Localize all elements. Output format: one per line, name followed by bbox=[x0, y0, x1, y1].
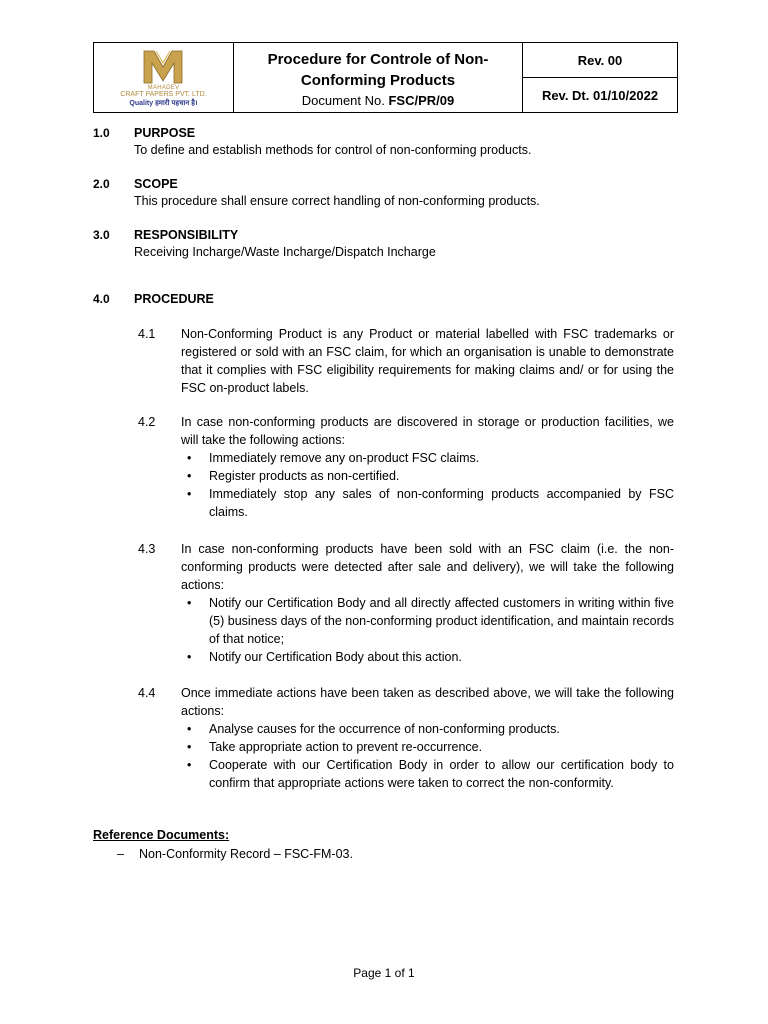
revision-number: Rev. 00 bbox=[523, 43, 678, 78]
bullet-icon: • bbox=[187, 650, 192, 664]
section-number: 2.0 bbox=[93, 177, 110, 191]
section-heading: PROCEDURE bbox=[134, 292, 214, 306]
document-title: Procedure for Controle of Non-Conforming Products bbox=[267, 51, 489, 89]
list-item-text: Immediately stop any sales of non-conforming products accompanied by FSC claims. bbox=[209, 487, 674, 519]
logo-company-name: CRAFT PAPERS PVT. LTD. bbox=[120, 90, 207, 98]
bullet-icon: • bbox=[187, 451, 192, 465]
procedure-text: Non-Conforming Product is any Product or material labelled with FSC trademarks or registered or sold with an FSC claim, for which an organisation is unable to demonstrate that it complies with FSC eligibility requirements for making claims and/ or for using the FSC on-product labels. bbox=[181, 327, 674, 395]
list-item-text: Register products as non-certified. bbox=[209, 469, 400, 483]
logo-cell bbox=[94, 43, 234, 113]
section-heading: SCOPE bbox=[134, 177, 178, 191]
bullet-list bbox=[181, 720, 674, 792]
mahadev-logo-icon bbox=[142, 47, 184, 85]
bullet-icon: • bbox=[187, 722, 192, 736]
reference-item-text: Non-Conformity Record – FSC-FM-03. bbox=[139, 847, 353, 861]
bullet-icon: • bbox=[187, 469, 192, 483]
list-item bbox=[181, 467, 674, 485]
list-item bbox=[181, 738, 674, 756]
dash-icon: – bbox=[117, 847, 124, 861]
list-item-text: Notify our Certification Body and all directly affected customers in writing within five (5) business days of the non-conforming product identification, and maintain records of that notice; bbox=[209, 596, 674, 646]
page-number: Page 1 of 1 bbox=[353, 966, 415, 980]
section-heading: PURPOSE bbox=[134, 126, 196, 140]
document-number-label: Document No. bbox=[301, 93, 385, 108]
list-item-text: Immediately remove any on-product FSC claims. bbox=[209, 451, 480, 465]
company-logo bbox=[94, 45, 233, 111]
section-number: 4.0 bbox=[93, 292, 110, 306]
bullet-icon: • bbox=[187, 487, 192, 501]
bullet-icon: • bbox=[187, 740, 192, 754]
logo-brand-name: MAHADEV bbox=[147, 84, 180, 91]
bullet-icon: • bbox=[187, 596, 192, 610]
section-number: 3.0 bbox=[93, 228, 110, 242]
procedure-number: 4.4 bbox=[138, 686, 156, 700]
list-item bbox=[181, 485, 674, 521]
bullet-icon: • bbox=[187, 758, 192, 772]
document-number-value: FSC/PR/09 bbox=[388, 93, 455, 108]
bullet-list bbox=[181, 449, 674, 521]
procedure-text: In case non-conforming products are discovered in storage or production facilities, we will take the following actions: bbox=[181, 415, 674, 447]
reference-item bbox=[117, 847, 353, 861]
section-text: This procedure shall ensure correct handling of non-conforming products. bbox=[134, 194, 540, 208]
list-item bbox=[181, 756, 674, 792]
list-item-text: Take appropriate action to prevent re-occurrence. bbox=[209, 740, 483, 754]
document-number bbox=[234, 93, 522, 108]
section-heading: RESPONSIBILITY bbox=[134, 228, 239, 242]
bullet-list bbox=[181, 594, 674, 666]
section-text: To define and establish methods for control of non-conforming products. bbox=[134, 143, 532, 157]
procedure-text: Once immediate actions have been taken as described above, we will take the following actions: bbox=[181, 686, 674, 718]
section-text: Receiving Incharge/Waste Incharge/Dispatch Incharge bbox=[134, 245, 436, 259]
procedure-number: 4.2 bbox=[138, 415, 156, 429]
title-cell bbox=[234, 43, 523, 113]
list-item-text: Notify our Certification Body about this action. bbox=[209, 650, 462, 664]
document-header bbox=[93, 42, 678, 113]
list-item-text: Cooperate with our Certification Body in order to allow our certification body to confirm that appropriate actions were taken to correct the non-conformity. bbox=[209, 758, 674, 790]
list-item bbox=[181, 449, 674, 467]
section-number: 1.0 bbox=[93, 126, 110, 140]
procedure-text: In case non-conforming products have been sold with an FSC claim (i.e. the non-conforming products were detected after sale and delivery), we will take the following actions: bbox=[181, 542, 674, 592]
logo-tagline: Quality हमारी पहचान है। bbox=[129, 99, 198, 107]
list-item bbox=[181, 594, 674, 648]
procedure-number: 4.1 bbox=[138, 327, 156, 341]
revision-date: Rev. Dt. 01/10/2022 bbox=[523, 78, 678, 113]
reference-documents-heading: Reference Documents: bbox=[93, 828, 230, 842]
procedure-number: 4.3 bbox=[138, 542, 156, 556]
list-item bbox=[181, 648, 674, 666]
list-item-text: Analyse causes for the occurrence of non-conforming products. bbox=[209, 722, 560, 736]
list-item bbox=[181, 720, 674, 738]
